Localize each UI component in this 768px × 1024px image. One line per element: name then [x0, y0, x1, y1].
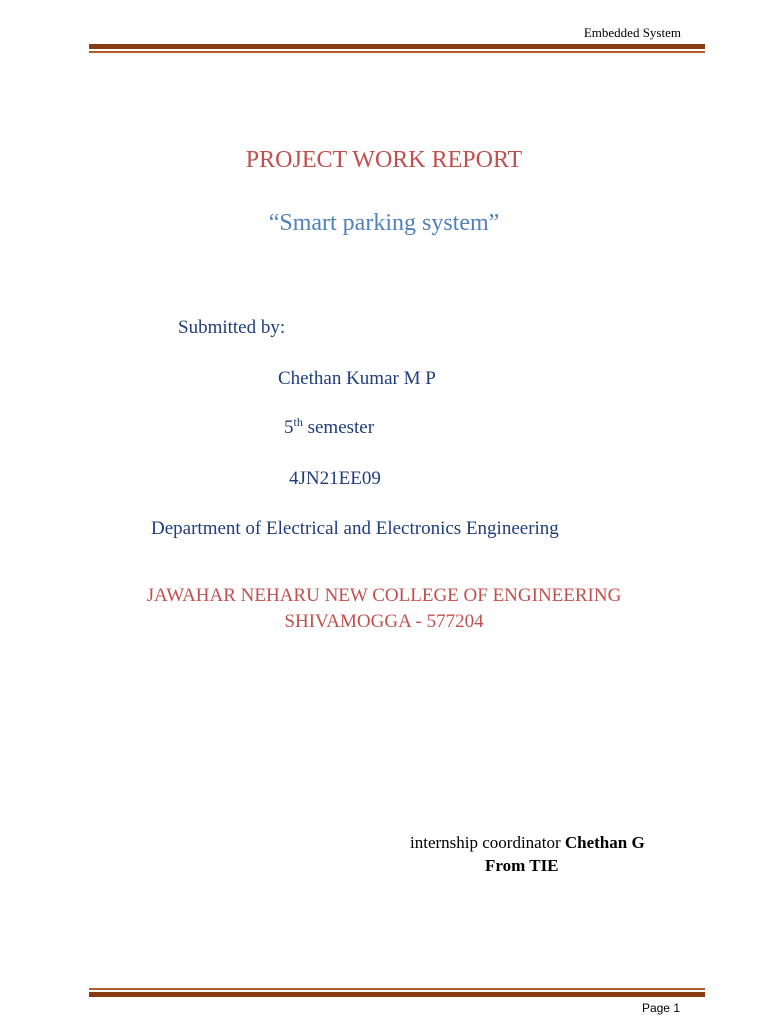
project-subtitle: “Smart parking system”	[268, 210, 500, 236]
department: Department of Electrical and Electronics Engineering	[151, 518, 559, 539]
coordinator-name: Chethan G	[564, 833, 645, 852]
semester-suffix: th	[293, 415, 303, 429]
semester	[284, 417, 374, 439]
report-title: PROJECT WORK REPORT	[245, 147, 523, 173]
semester-number: 5	[284, 417, 294, 438]
college-block	[0, 583, 768, 635]
semester-word: semester	[302, 417, 375, 438]
usn: 4JN21EE09	[289, 468, 381, 489]
college-address: SHIVAMOGGA - 577204	[284, 611, 484, 632]
footer-rule	[89, 988, 705, 997]
page-number: Page 1	[641, 1001, 680, 1015]
coordinator-line	[410, 833, 645, 853]
coordinator-prefix: internship coordinator	[410, 833, 565, 852]
student-name: Chethan Kumar M P	[278, 368, 436, 389]
header-rule	[89, 44, 705, 53]
coordinator-org: From TIE	[485, 856, 559, 875]
running-header: Embedded System	[583, 25, 681, 40]
college-name: JAWAHAR NEHARU NEW COLLEGE OF ENGINEERING	[146, 585, 622, 606]
submitted-by-label: Submitted by:	[178, 317, 286, 338]
